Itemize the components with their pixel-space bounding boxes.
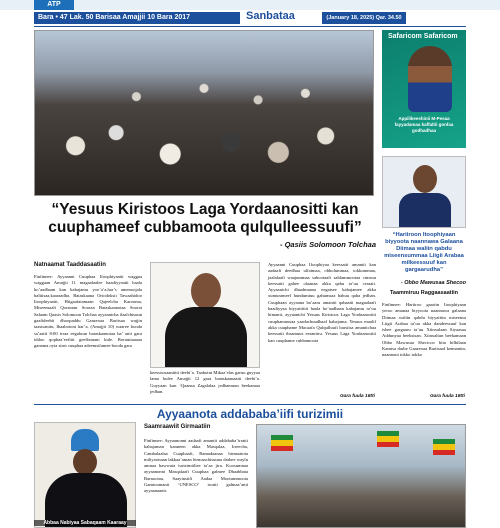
ethiopian-flag-icon [271, 435, 293, 451]
section2-headline: Ayyaanota addababa’iifi turizimii [156, 407, 344, 421]
bishop-face [73, 449, 97, 475]
ad-person-image [408, 46, 452, 112]
side-story-body: Finfinnee: Hariiroo gaariin Itoophiyaan yeroo amanaa biyyoota naannawa galaana Diimaa waliin qabdu biyyattiin miseensa Liigii Arabaa ta’uu akka dandeessuuf kan ishee gargaaru ta’uu Xiinxalaan Siyaasaa Addunyaa beeksisan. Xiinxaltun beekamaan Obbo Mawusaa Shecicoo biia bilbilaan Kamisa darbe Gaazexaa Bariisaaf kennaniin, naannoni tokko tokko [382, 302, 466, 358]
lead-headline-source: - Qasiis Solomoon Tolchaa [280, 240, 376, 249]
lead-byline: Natnaamat Taaddasaatiin [34, 262, 106, 268]
priest-head [191, 273, 221, 309]
date-line: (January 18, 2025) Qar. 34.50 [322, 12, 406, 24]
newspaper-logo: ATP [34, 0, 74, 10]
priest-body [165, 307, 247, 368]
section2-body: Finfinnee: Ayyaanonni aadaafi amantii addababa’irratti kabajaman kanneen akka Masqalaa, Irreecha, Cambalaalaa Cuuphaafi, Ramadaanaa hirmaatota miliyoonaan lakkaa’aman hirmaachisuuna darbee waylu amnaa hawwata turizimiiliee ta’aa jiru. Koosumnaa ayyaanonni Masqalaafi Cuuphaa galmee Dhaabbata Barnootaa, Saayinsiifi Aadaa Mootummoota Gamtoomanii ‘UNESCO’ irratti galmaa’anii ayyaanaanis [144, 438, 248, 494]
side-story-source: - Obbo Mawusaa Shecoo [400, 280, 466, 286]
issue-line: Bara • 47 Lak. 50 Barisaa Amajjii 10 Bara 2017 [34, 12, 240, 24]
bishop-caption: Abbaa Nabiyaa Sabaqaam Kaaraay [34, 520, 136, 526]
section2-byline: Saamraawiit Girmaatiin [144, 424, 211, 430]
day-name: Sanbataa [246, 10, 295, 22]
person-body [399, 193, 451, 228]
side-story-headline: “Hariiroon Itoophiyaan biyyoota naannawa Galaana Diimaa waliin qabdu miseensummaa Liigii Arabaa milkeessuuf kan gargaarudha” [384, 232, 464, 273]
bishop-photo [34, 422, 136, 528]
lead-continued: Gara fuula 16tti [340, 394, 375, 399]
lead-column-1: Finfinnee: Ayyaanni Cuuphaa Ifoophiyaatti waggaa waggaan Amajjii 11 magaalaalee baadiyyaatti haala ho’aadhaan kan kabajamu yoo’a’a,har’s amenoojala baltiisaa,kaaraadha. Bataskaana Ortodoksii Tawaahidoo Itoophiyaatti, Hiigaafatamaan Qajeelcha Karooma, Miseensaali Qoraraan Sooraa Bataskaanotaa Soorat Salaam Qaasis Solomoon Tolchaa ayyaanicha ilaalchisuun gaafideebii dhoopaddu Gaazexaa Bariisaa wajjin taasisaniin, Ibaabotoni har’a, (Amajjii 10) waaree booda sa’aatii 8:00 irraa eegaluun bataskaanotaa ba’ anii gara iddoo qophaa’eefitti geeffamani hule. Boruuttaaaaa ganama oyia sirni cuuphaa adeemsifamee booda gara [34, 274, 142, 349]
ad-brand: Safaricom Safaricom [388, 33, 458, 40]
lead-photo [34, 30, 374, 196]
ad-text: Appilikeeshinii M-Pesaa fayyadamaa kaffaltii gonfaa godhadhaa [394, 116, 454, 133]
bishop-crown [71, 429, 99, 451]
priest-photo [150, 262, 260, 368]
section-rule [34, 404, 466, 405]
ethiopian-flag-icon [433, 439, 455, 455]
masthead-rule [34, 26, 466, 27]
lead-column-2: keessoosaaniitti deebi’a. Taabotni Mikaa’elas garuu guyyaa lama bulee Amajjii 12 gara bataskaanaatti deebi’a. Guyyaan kun ‘Qaanaa Zagalalaa jedhamuun beekamaa jedhan. [150, 370, 260, 394]
rally-photo [256, 424, 466, 528]
ethiopian-flag-icon [377, 431, 399, 447]
side-story-photo [382, 156, 466, 228]
crowd-image [35, 31, 373, 195]
lead-column-3: Ayyaanni Cuuphaa Ifoophiyaa keessatti amantii kan aadaafi deedhaa ulfatmaa, obbolummaa, tokkummaa, jaalalaafi waajummaa sabootaafi sablammootaa cimsuu keessatti gahee olaanaa akka qabu ta’uu ceraati. Ayyaanichi dhaalmaaaa eegatsee kabajamee akka xumurameef hundumtuu gahumsaa bahuu qaba jedhan. Cuuphaan ayyaana ba’aaru amantii qabaatii magaalaafi baadiyyaa biyyattiitti haala ho’aadhaan kabajamu ta’uu himanii, ayyaanichi Yesuus Kiristoos Laga Yordaanositti cuuphamuusaa yaadachuudhaaf kabajama. Yesuus maalif akka cuuphame Macaafa Qulqulluufi barsiisa amantichaa keessatti ibsamuus eeraniiru. Yesuus Laga Yordaanositti kan cuuphame cubbamoota [268, 262, 376, 343]
top-strip [0, 0, 500, 10]
person-head [413, 165, 437, 193]
side-story-continued: Gara fuula 16tti [430, 394, 465, 399]
lead-headline: “Yesuus Kiristoos Laga Yordaanositti kan cuuphameef cubbamoota qulqulleessuufi” [48, 201, 362, 236]
advertisement [382, 30, 466, 148]
side-story-byline: Taammiruu Raggaasaatiin [389, 290, 459, 296]
